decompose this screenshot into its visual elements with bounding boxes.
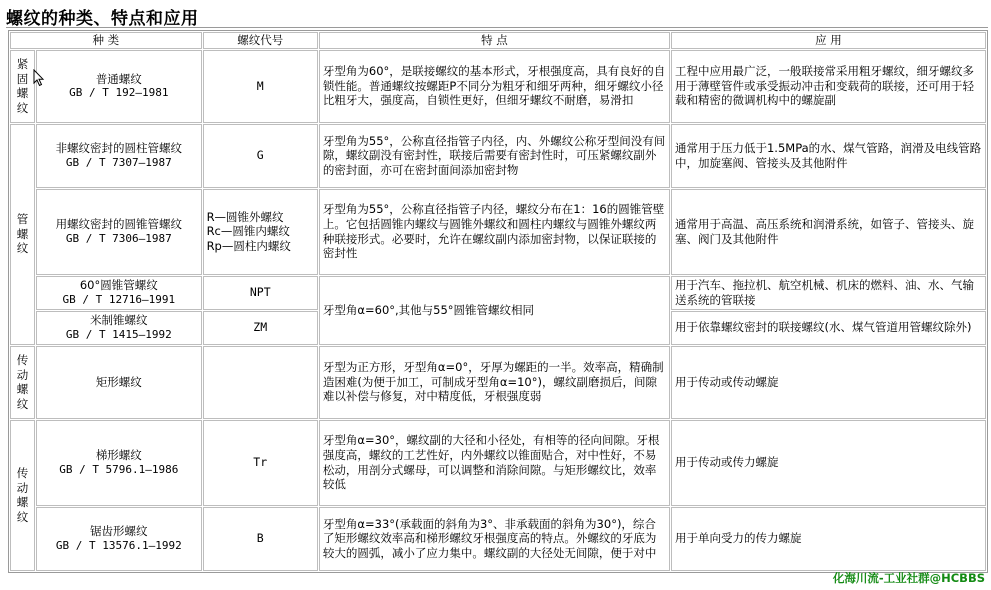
group-pipe: 管螺纹 <box>10 124 35 345</box>
thread-name-cell <box>36 420 202 506</box>
application-text: 用于传动或传力螺旋 <box>674 455 779 470</box>
group-transmission: 传动螺纹 <box>10 420 35 571</box>
thread-code: NPT <box>203 276 318 310</box>
thread-standard: GB / T 1415—1992 <box>65 327 172 341</box>
header-application: 应 用 <box>671 32 986 49</box>
thread-standard: GB / T 7307—1987 <box>65 155 172 169</box>
thread-standard: GB / T 5796.1—1986 <box>59 462 179 476</box>
thread-types-table <box>8 30 988 573</box>
page-title: 螺纹的种类、特点和应用 <box>6 9 199 29</box>
thread-name-cell <box>36 507 202 571</box>
thread-features <box>319 507 670 571</box>
thread-name: 米制锥螺纹 <box>90 313 148 327</box>
thread-code: ZM <box>203 311 318 345</box>
thread-name: 矩形螺纹 <box>36 346 202 419</box>
thread-name: 非螺纹密封的圆柱管螺纹 <box>55 141 183 155</box>
table-row <box>10 50 986 123</box>
thread-name: 梯形螺纹 <box>95 448 142 462</box>
thread-application <box>671 420 986 506</box>
thread-application <box>671 346 986 419</box>
thread-code-list <box>203 189 318 275</box>
thread-features <box>319 50 670 123</box>
thread-name: 普通螺纹 <box>95 71 142 86</box>
thread-application <box>671 189 986 275</box>
thread-application <box>671 124 986 188</box>
thread-features <box>319 420 670 506</box>
application-text: 通常用于高温、高压系统和润滑系统，如管子、管接头、旋塞、阀门及其他附件 <box>674 217 974 246</box>
thread-code: G <box>203 124 318 188</box>
code-line: Rc—圆锥内螺纹 <box>206 224 290 239</box>
thread-code: M <box>203 50 318 123</box>
table-row <box>10 276 986 310</box>
group-fastening: 紧固螺纹 <box>10 50 35 123</box>
features-text: 牙型为正方形，牙型角α=0°，牙厚为螺距的一半。效率高，精确制造困难(为便于加工，可制成牙型角α=10°)，螺纹副磨损后，间隙难以补偿与修复，对中精度低，牙根强度弱 <box>322 360 664 404</box>
features-text: 牙型角为55°，公称直径指管子内径，螺纹分布在1：16的圆锥管壁上。它包括圆锥内螺纹与圆锥外螺纹和圆柱内螺纹与圆锥外螺纹两种联接形式。必要时，允许在螺纹副内添加密封物，以保证联接的密封性 <box>322 202 665 261</box>
group-transmission: 传动螺纹 <box>10 346 35 419</box>
thread-application <box>671 311 986 345</box>
table-row <box>10 420 986 506</box>
header-code: 螺纹代号 <box>203 32 318 49</box>
table-header-row <box>10 32 986 49</box>
thread-code: B <box>203 507 318 571</box>
thread-name-cell <box>36 189 202 275</box>
thread-standard: GB / T 12716—1991 <box>62 292 176 306</box>
thread-standard: GB / T 7306—1987 <box>65 231 172 245</box>
thread-code <box>203 346 318 419</box>
thread-name-cell <box>36 50 202 123</box>
thread-name: 锯齿形螺纹 <box>90 524 148 538</box>
table-row <box>10 189 986 275</box>
features-text: 牙型角为60°，是联接螺纹的基本形式，牙根强度高，具有良好的自锁性能。普通螺纹按螺距P不同分为粗牙和细牙两种，细牙螺纹小径比粗牙大，强度高，自锁性更好，但细牙螺纹不耐磨，易滑扣 <box>322 64 666 108</box>
features-text: 牙型角α=30°，螺纹副的大径和小径处，有相等的径向间隙。牙根强度高，螺纹的工艺性好，内外螺纹以锥面贴合，对中性好，不易松动，用剖分式螺母，可以调整和消除间隙。与矩形螺纹比，效率较低 <box>322 433 660 492</box>
title-divider <box>6 27 988 28</box>
application-text: 通常用于压力低于1.5MPa的水、煤气管路，润滑及电线管路中，加旋塞阀、管接头及其他附件 <box>674 141 982 170</box>
application-text: 用于传动或传动螺旋 <box>674 374 779 389</box>
thread-application <box>671 507 986 571</box>
application-text: 用于单向受力的传力螺旋 <box>674 531 802 546</box>
application-text: 用于依靠螺纹密封的联接螺纹(水、煤气管道用管螺纹除外) <box>674 320 972 335</box>
thread-standard: GB / T 192—1981 <box>69 86 169 100</box>
thread-name-cell <box>36 311 202 345</box>
thread-application <box>671 50 986 123</box>
table-row <box>10 507 986 571</box>
thread-features <box>319 346 670 419</box>
header-category: 种 类 <box>10 32 202 49</box>
thread-name-cell <box>36 124 202 188</box>
thread-name: 用螺纹密封的圆锥管螺纹 <box>55 217 183 231</box>
code-line: Rp—圆柱内螺纹 <box>206 238 291 253</box>
thread-code: Tr <box>203 420 318 506</box>
thread-features <box>319 189 670 275</box>
watermark: 化海川流-工业社群@HCBBS <box>832 571 985 585</box>
thread-name-cell <box>36 276 202 310</box>
features-text: 牙型角α=33°(承载面的斜角为3°、非承载面的斜角为30°)，综合了矩形螺纹效率高和梯形螺纹牙根强度高的特点。外螺纹的牙底为较大的圆弧，减小了应力集中。螺纹副的大径处无间隙，便于对中 <box>322 516 657 560</box>
table-row <box>10 346 986 419</box>
code-line: R—圆锥外螺纹 <box>206 209 284 224</box>
application-text: 用于汽车、拖拉机、航空机械、机床的燃料、油、水、气输送系统的管联接 <box>674 278 974 307</box>
thread-name: 60°圆锥管螺纹 <box>79 278 158 292</box>
thread-features-shared: 牙型角α=60°,其他与55°圆锥管螺纹相同 <box>319 276 670 345</box>
thread-application <box>671 276 986 310</box>
application-text: 工程中应用最广泛，一般联接常采用粗牙螺纹，细牙螺纹多用于薄壁管件或承受振动冲击和变载荷的联接，还可用于轻载和精密的微调机构中的螺旋副 <box>674 64 974 108</box>
header-features: 特 点 <box>319 32 670 49</box>
mouse-cursor-icon <box>33 69 45 87</box>
table-row <box>10 124 986 188</box>
thread-standard: GB / T 13576.1—1992 <box>55 538 182 552</box>
features-text: 牙型角为55°，公称直径指管子内径，内、外螺纹公称牙型间没有间隙，螺纹副没有密封性，联接后需要有密封性时，可压紧螺纹副外的密封面，亦可在密封面间添加密封物 <box>322 133 666 177</box>
thread-features <box>319 124 670 188</box>
